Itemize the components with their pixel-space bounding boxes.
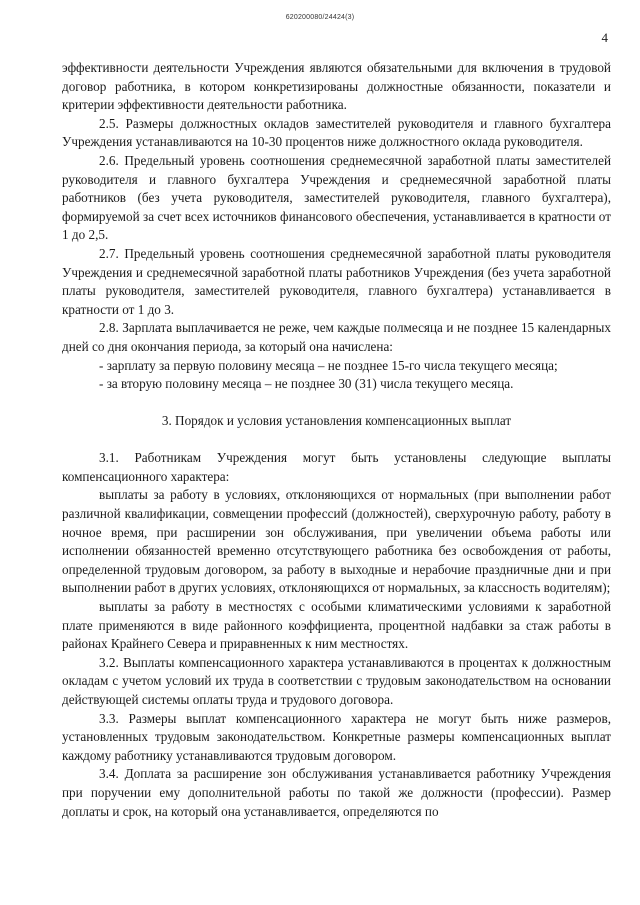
paragraph-3-3: 3.3. Размеры выплат компенсационного характера не могут быть ниже размеров, установленных трудовым законодательством. Конкретные размеры компенсационных выплат каждому работнику устанавливаются трудовым договором.	[62, 710, 611, 763]
paragraph-3-1-item-2: выплаты за работу в местностях с особыми климатическими условиями к заработной плате применяются в виде районного коэффициента, процентной надбавки за стаж работы в районах Крайнего Севера и приравненных к ним местностях.	[62, 599, 611, 652]
section-heading-3: 3. Порядок и условия установления компенсационных выплат	[161, 412, 512, 428]
paragraph-3-1-item-1: выплаты за работу в условиях, отклоняющихся от нормальных (при выполнении работ различной квалификации, совмещении профессий (должностей), сверхурочную работу, работу в ночное время, при расширении зон обслуживания, при увеличении объема работы или исполнении обязанностей временно отсутствующего работника без освобождения от работы, определенной трудовым договором, за работу в выходные и нерабочие праздничные дни и при выполнении работ в других условиях, отклоняющихся от нормальных, за классность водителям);	[62, 487, 611, 596]
page-number: 4	[601, 30, 608, 45]
paragraph-continuation: эффективности деятельности Учреждения являются обязательными для включения в трудовой договор работника, в котором конкретизированы должностные обязанности, показатели и критерии эффективности деятельности работника.	[62, 60, 611, 113]
paragraph-3-2: 3.2. Выплаты компенсационного характера устанавливаются в процентах к должностным окладам с учетом условий их труда в соответствии с трудовым законодательством на основании действующей системы оплаты труда и трудового договора.	[62, 654, 611, 707]
list-item-second-half: - за вторую половину месяца – не позднее 30 (31) числа текущего месяца.	[99, 376, 514, 392]
document-body	[62, 59, 611, 821]
paragraph-3-4: 3.4. Доплата за расширение зон обслуживания устанавливается работнику Учреждения при поручении ему дополнительной работы по такой же должности (профессии). Размер доплаты и срок, на который она устанавливается, определяются по	[62, 766, 611, 819]
document-code: 620200080/24424(3)	[285, 14, 355, 21]
list-item-first-half: - зарплату за первую половину месяца – не позднее 15-го числа текущего месяца;	[99, 357, 558, 373]
paragraph-3-1: 3.1. Работникам Учреждения могут быть установлены следующие выплаты компенсационного характера:	[62, 450, 611, 484]
paragraph-2-5: 2.5. Размеры должностных окладов заместителей руководителя и главного бухгалтера Учреждения устанавливаются на 10-30 процентов ниже должностного оклада руководителя.	[62, 115, 611, 150]
paragraph-2-8: 2.8. Зарплата выплачивается не реже, чем каждые полмесяца и не позднее 15 календарных дней со дня окончания периода, за который она начислена:	[62, 320, 611, 354]
paragraph-2-7: 2.7. Предельный уровень соотношения среднемесячной заработной платы руководителя Учреждения и среднемесячной заработной платы работников Учреждения (без учета заработной платы руководителя, заместителей руководителя, главного бухгалтера) устанавливается в кратности от 1 до 3.	[62, 245, 611, 317]
paragraph-2-6: 2.6. Предельный уровень соотношения среднемесячной заработной платы заместителей руководителя и главного бухгалтера Учреждения и среднемесячной заработной платы работников (без учета руководителя, заместителей руководителя, главного бухгалтера), формируемой за счет всех источников финансового обеспечения, устанавливается в кратности от 1 до 2,5.	[62, 152, 611, 243]
